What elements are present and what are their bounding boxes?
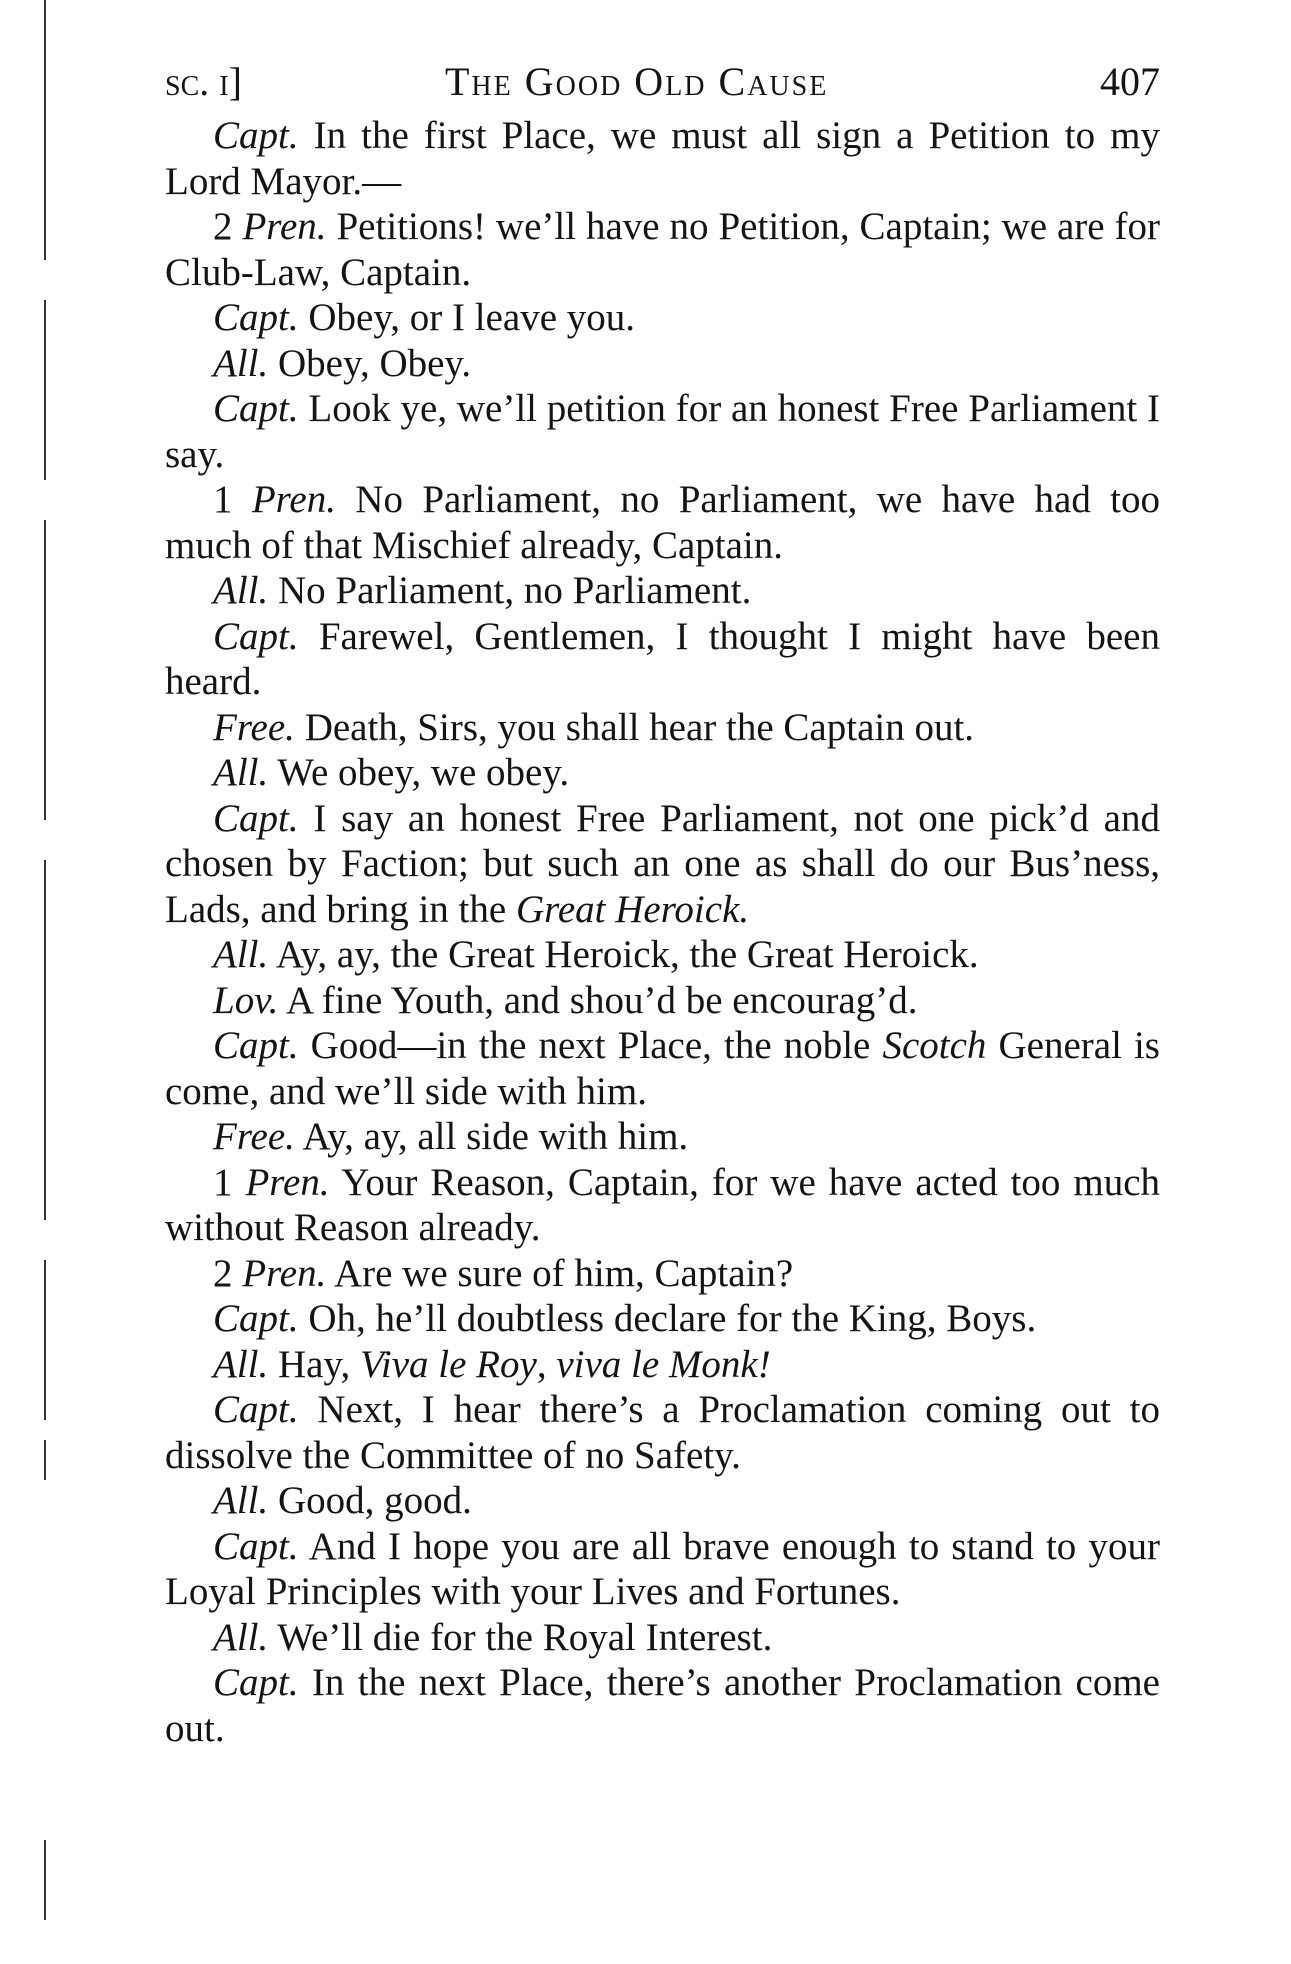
dialogue-line: [165, 1160, 1160, 1251]
dialogue-line: [165, 1114, 1160, 1160]
speech-text: Ay, ay, all side with him.: [294, 1115, 689, 1158]
dialogue-line: [165, 1251, 1160, 1297]
speaker-name: Capt.: [213, 1524, 299, 1568]
speech-text: We’ll die for the Royal Interest.: [268, 1615, 773, 1659]
speaker-name: Capt.: [213, 387, 299, 430]
speaker-name: All.: [213, 933, 269, 976]
speech-text: Your Reason, Captain, for we have acted too much without Reason already.: [165, 1160, 1161, 1249]
speaker-name: Free.: [213, 705, 295, 749]
speaker-name: Free.: [213, 1115, 295, 1158]
speech-text: Hay,: [268, 1342, 360, 1386]
speech-text: Good, good.: [268, 1479, 472, 1522]
speaker-name: Pren.: [251, 478, 336, 521]
speech-text: Good—in the next Place, the noble: [298, 1024, 883, 1067]
speaker-name: Pren.: [242, 205, 327, 248]
dialogue-body: [165, 113, 1160, 1751]
dialogue-line: [165, 1524, 1160, 1615]
italic-text: Viva le Roy: [359, 1342, 537, 1386]
speaker-name: All.: [213, 569, 269, 612]
speech-text: ,: [536, 1342, 557, 1386]
speech-text: In the first Place, we must all sign a Petition to my Lord Mayor.—: [165, 114, 1160, 203]
speaker-name: Capt.: [213, 296, 299, 339]
speaker-name: Capt.: [213, 1388, 299, 1431]
dialogue-line: [165, 932, 1160, 978]
dialogue-line: [165, 1660, 1160, 1751]
page-edge-shadow: [44, 0, 47, 1964]
speaker-name: All.: [213, 751, 269, 794]
italic-text: Great Heroick.: [515, 887, 750, 931]
speech-text: Ay, ay, the Great Heroick, the Great Heroick.: [268, 933, 979, 976]
dialogue-line: [165, 204, 1160, 295]
dialogue-line: [165, 341, 1160, 387]
speaker-name: Capt.: [213, 114, 299, 157]
speech-text: A fine Youth, and shou’d be encourag’d.: [278, 978, 918, 1022]
dialogue-line: [165, 1023, 1160, 1114]
speech-text: Look ye, we’ll petition for an honest Free Parliament I say.: [165, 387, 1160, 476]
speaker-name: Pren.: [242, 1251, 327, 1295]
speaker-name: Capt.: [213, 796, 299, 840]
speaker-name: Lov.: [213, 978, 279, 1022]
dialogue-line: [165, 477, 1160, 568]
line-number: 2: [213, 1251, 243, 1295]
italic-text: viva le Monk!: [556, 1342, 771, 1386]
running-title: The Good Old Cause: [445, 59, 829, 104]
speech-text: No Parliament, no Parliament, we have had too much of that Mischief already, Captain.: [165, 478, 1160, 567]
speech-text: Petitions! we’ll have no Petition, Captain; we are for Club-Law, Captain.: [165, 205, 1161, 294]
speech-text: Obey, or I leave you.: [298, 296, 636, 339]
dialogue-line: [165, 750, 1160, 796]
speaker-name: All.: [213, 341, 269, 385]
speaker-name: All.: [213, 1342, 269, 1386]
dialogue-line: [165, 705, 1160, 751]
line-number: 2: [213, 205, 243, 248]
speaker-name: Capt.: [213, 1024, 299, 1067]
dialogue-line: [165, 1387, 1160, 1478]
line-number: 1: [213, 478, 252, 521]
dialogue-line: [165, 978, 1160, 1024]
speech-text: Farewel, Gentlemen, I thought I might have been heard.: [165, 614, 1160, 703]
dialogue-line: [165, 295, 1160, 341]
line-number: 1: [213, 1160, 246, 1204]
speaker-name: Pren.: [245, 1160, 330, 1204]
speech-text: Death, Sirs, you shall hear the Captain out.: [294, 705, 975, 749]
dialogue-line: [165, 1342, 1160, 1388]
speech-text: No Parliament, no Parliament.: [268, 569, 752, 612]
speaker-name: Capt.: [213, 614, 299, 658]
speaker-name: All.: [213, 1615, 269, 1659]
dialogue-line: [165, 568, 1160, 614]
dialogue-line: [165, 386, 1160, 477]
speaker-name: Capt.: [213, 1297, 299, 1340]
speech-text: General is come, and we’ll side with him.: [165, 1024, 1160, 1113]
dialogue-line: [165, 1478, 1160, 1524]
scene-marker: sc. i]: [165, 59, 242, 104]
dialogue-line: [165, 796, 1160, 933]
speech-text: And I hope you are all brave enough to stand to your Loyal Principles with your Lives and Fortunes.: [165, 1524, 1160, 1613]
speech-text: Obey, Obey.: [268, 341, 472, 385]
speaker-name: All.: [213, 1479, 269, 1522]
speech-text: Next, I hear there’s a Proclamation coming out to dissolve the Committee of no Safety.: [165, 1388, 1160, 1477]
dialogue-line: [165, 1615, 1160, 1661]
page-number: 407: [1100, 59, 1160, 104]
speech-text: In the next Place, there’s another Proclamation come out.: [165, 1661, 1160, 1750]
speech-text: I say an honest Free Parliament, not one pick’d and chosen by Faction; but such an one as shall do our Bus’ness, Lads, and bring in the: [165, 796, 1160, 931]
speech-text: We obey, we obey.: [268, 751, 570, 794]
speaker-name: Capt.: [213, 1661, 299, 1704]
speech-text: Are we sure of him, Captain?: [326, 1251, 794, 1295]
dialogue-line: [165, 1296, 1160, 1342]
running-header: [165, 52, 1160, 112]
italic-text: Scotch: [882, 1024, 987, 1067]
dialogue-line: [165, 614, 1160, 705]
speech-text: Oh, he’ll doubtless declare for the King, Boys.: [298, 1297, 1037, 1340]
dialogue-line: [165, 113, 1160, 204]
